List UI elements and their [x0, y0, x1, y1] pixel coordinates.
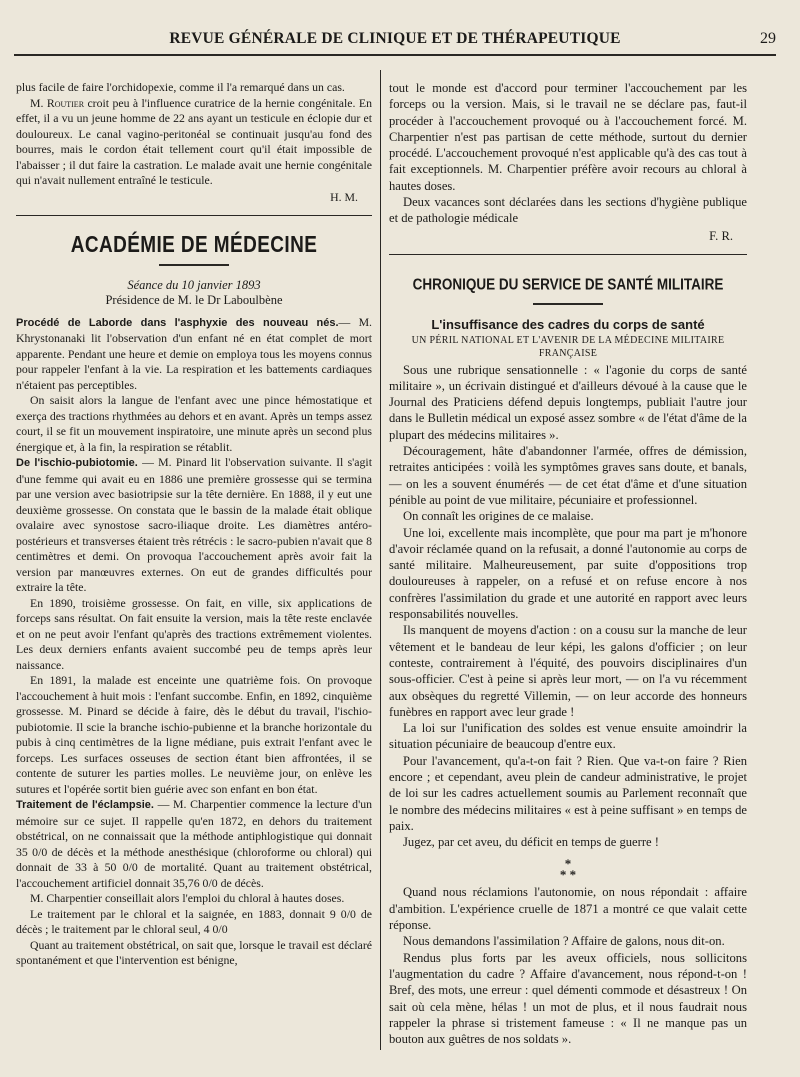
paragraph: On saisit alors la langue de l'enfant avec une pince hémostatique et exerça des tractions rhythmées au dehors et en avant. Après un temps assez court, il se fit un mouvement inspiratoire, une minute après un second plus énergique et, à la fin, la respiration se rétablit.	[16, 393, 372, 454]
section-rule	[16, 215, 372, 216]
column-divider	[380, 70, 381, 1050]
paragraph: Quant au traitement obstétrical, on sait que, lorsque le travail est déclaré spontanément et que l'intervention est bénigne,	[16, 937, 372, 967]
article-subtitle: UN PÉRIL NATIONAL ET L'AVENIR DE LA MÉDECINE MILITAIRE FRANÇAISE	[411, 334, 725, 359]
article-title: L'insuffisance des cadres du corps de santé	[431, 317, 705, 333]
section-title: CHRONIQUE DU SERVICE DE SANTÉ MILITAIRE	[412, 275, 724, 293]
paragraph: Découragement, hâte d'abandonner l'armée, offres de démission, retraites anticipées : voilà les symptômes graves sans doute, et banals, — on les a souvent énumérés — de cet état d'âme et d'une situation pénible au point de vue militaire, pécuniaire et professionnel.	[389, 444, 747, 507]
title-rule	[159, 264, 229, 266]
paragraph-text: — M. Khrystonanaki lit l'observation d'un enfant né en état complet de mort apparente. Pendant une heure et demie on employa tous les moyens connus pour rappeler l'enfant à la vie. La respiration et les battements cardiaques n'étaient pas perceptibles.	[16, 314, 373, 392]
paragraph-text: — M. Charpentier commence la lecture d'un mémoire sur ce sujet. Il rappelle qu'en 1872, en dehors du traitement obstétrical, on ne connaissait que la méthode antiphlogistique qui donnait 35 0/0 de décès et la méthode anesthésique (chloroforme ou chloral) qui donnait de 33 à 50 0/0 de mortalité. Quant au traitement obstétrical, l'accouchement artificiel donnait 35,76 0/0 de décès.	[16, 797, 372, 890]
running-title: REVUE GÉNÉRALE DE CLINIQUE ET DE THÉRAPEUTIQUE	[169, 30, 621, 47]
paragraph: On connaît les origines de ce malaise.	[403, 509, 594, 524]
paragraph-text: croit peu à l'influence curatrice de la hernie congénitale. En effet, il a vu un jeune homme de 22 ans ayant un testicule en éclopie dur et douloureux. Le canal vagino-peritonéal se continuait jusqu'au fond des bourres, mais le cordon était tellement court qu'il était impossible de l'abaisser ; il dut faire la castration. Le malade avait une hernie congénitale qui n'avait nullement entraîné le testicule.	[16, 95, 372, 187]
paragraph: Pour l'avancement, qu'a-t-on fait ? Rien. Que va-t-on faire ? Rien encore ; et cependant, aveu plein de candeur administrative, le projet de loi sur les cadres actuellement soumis au Parlement reconnaît que le nombre des médecins militaires « est à peine suffisant » en temps de paix.	[389, 753, 747, 833]
asterism	[389, 856, 747, 883]
section-rule	[389, 254, 747, 255]
section-title: ACADÉMIE DE MÉDECINE	[70, 232, 318, 259]
asterism-top: *	[564, 856, 572, 872]
session-date: Séance du 10 janvier 1893	[127, 277, 261, 292]
left-column	[16, 80, 372, 969]
paragraph: plus facile de faire l'orchidopexie, comme il l'a remarqué dans un cas.	[16, 80, 345, 94]
right-column	[389, 80, 747, 1047]
paragraph: Une loi, excellente mais incomplète, que pour ma part je m'honore d'avoir réclamée quand on la refusait, a donné l'autonomie au corps de santé militaire. Malheureusement, par suite d'oppositions trop douloureuses à rappeler, on a refusé et on refuse encore à nos confrères l'assimilation du grade et une autorité en rapport avec leurs responsabilités nouvelles.	[389, 525, 747, 622]
paragraph: Nous demandons l'assimilation ? Affaire de galons, nous dit-on.	[403, 934, 725, 949]
paragraph	[16, 96, 372, 189]
paragraph	[389, 194, 747, 227]
paragraph: Rendus plus forts par les aveux officiels, nous sollicitons l'augmentation du cadre ? Affaire d'avancement, nous répond-t-on ! Bref, des mots, une erreur : quel démenti commode et désastreux ! On sait où cela mène, hélas ! un mot de plus, et il nous faudrait nous rappeler la phrase si tristement fameuse : « Il ne manque pas un bouton aux guêtres de nos soldats ».	[389, 950, 747, 1047]
paragraph-text: Deux vacances sont déclarées dans les sections d'hygiène publique et de pathologie médicale	[389, 195, 747, 226]
paragraph: En 1890, troisième grossesse. On fait, en ville, six applications de forceps sans résultat. On fait ensuite la version, mais la tête reste enclavée et on ne peut avoir l'enfant qu'après des tractions extrêmement violentes. Les deux derniers enfants avaient succombé peu de temps après leur naissance.	[16, 595, 372, 672]
paragraph: tout le monde est d'accord pour terminer l'accouchement par les forceps ou la version. Mais, si le travail ne se déclare pas, faut-il procéder à l'accouchement provoqué ou à l'accouchement forcé. M. Charpentier n'est pas partisan de cette méthode, surtout du dernier procédé. L'accouchement provoqué n'est applicable qu'à des cas tout à fait exceptionnels. M. Charpentier préfère avoir recours au chloral à hautes doses.	[389, 81, 747, 193]
paragraph: M. Charpentier conseillait alors l'emploi du chloral à hautes doses.	[30, 891, 345, 905]
paragraph: Ils manquent de moyens d'action : on a cousu sur la manche de leur vêtement et le bandeau de leur képi, les galons d'officier ; on leur conteste, contrairement à l'équité, des pouvoirs disciplinaires d'un sous-officier. C'est à peine si après leur mort, — on l'a vu récemment aux obsèques du regretté Villemin, — on leur accorde des honneurs funèbres en rapport avec leur grade !	[389, 623, 747, 719]
title-rule	[533, 303, 603, 305]
page-number: 29	[760, 30, 776, 47]
paragraph	[16, 455, 372, 596]
paragraph-lead: Procédé de Laborde dans l'asphyxie des nouveau nés.	[16, 316, 339, 329]
paragraph-lead: De l'ischio-pubiotomie.	[16, 457, 138, 469]
asterism-bottom: * *	[559, 867, 577, 883]
signature: H. M.	[330, 189, 358, 204]
paragraph: Sous une rubrique sensationnelle : « l'agonie du corps de santé militaire », un écrivain distingué et d'ailleurs dévoué à la cause que le Journal des Praticiens défend depuis longtemps, publiait l'autre jour dans le Bulletin médical un exposé assez sombre « de l'état d'âme de la plupart des médecins militaires ».	[389, 362, 747, 442]
paragraph: Jugez, par cet aveu, du déficit en temps de guerre !	[403, 835, 659, 850]
signature: F. R.	[709, 228, 733, 243]
paragraph: La loi sur l'unification des soldes est venue ensuite amoindrir la situation pécuniaire de beaucoup d'entre eux.	[389, 721, 747, 752]
paragraph	[16, 797, 372, 891]
paragraph-text: — M. Pinard lit l'observation suivante. Il s'agit d'une femme qui avait eu en 1886 une première grossesse qui se termina par une version avec basiotripsie sur la tête dernière. En 1888, il y eut une deuxième grossesse. On constata que le bassin de la malade était oblique ovalaire avec synostose sacro-iliaque droite. Les diamètres antéro-postérieurs et transverses étaient très rétrécis : le sacro-pubien n'avait que 8 centimètres et demi. On provoqua l'accouchement après avoir fait la version par manœuvres externes. On eut de grandes difficultés pour extraire la tête.	[16, 455, 372, 594]
paragraph: En 1891, la malade est enceinte une quatrième fois. On provoque l'accouchement à huit mois : l'enfant succombe. Enfin, en 1892, cinquième grossesse. M. Pinard se décide à faire, dès le début du travail, l'ischio-pubiotomie. Il scie la branche ischio-pubienne et la branche horizontale du pubis à cinq centimètres de la ligne médiane, puis extrait l'enfant avec le forceps. Les surfaces osseuses de section étant bien affrontées, il se contente de suturer les parties molles. Le neuvième jour, on enlève les sutures et l'opérée sortit bien guérie avec son enfant en bon état.	[16, 673, 372, 796]
paragraph: Le traitement par le chloral et la saignée, en 1883, donnait 9 0/0 de décès ; le traitement par le chloral seul, 4 0/0	[16, 906, 372, 936]
paragraph: Quand nous réclamions l'autonomie, on nous répondait : affaire d'ambition. L'expérience cruelle de 1871 a montré ce que valait cette réponse.	[389, 885, 747, 933]
author-name: M. Routier	[30, 95, 85, 110]
presidency: Présidence de M. le Dr Laboulbène	[105, 293, 283, 307]
paragraph-lead: Traitement de l'éclampsie.	[16, 799, 154, 811]
page-header	[14, 28, 776, 56]
paragraph	[16, 315, 372, 394]
